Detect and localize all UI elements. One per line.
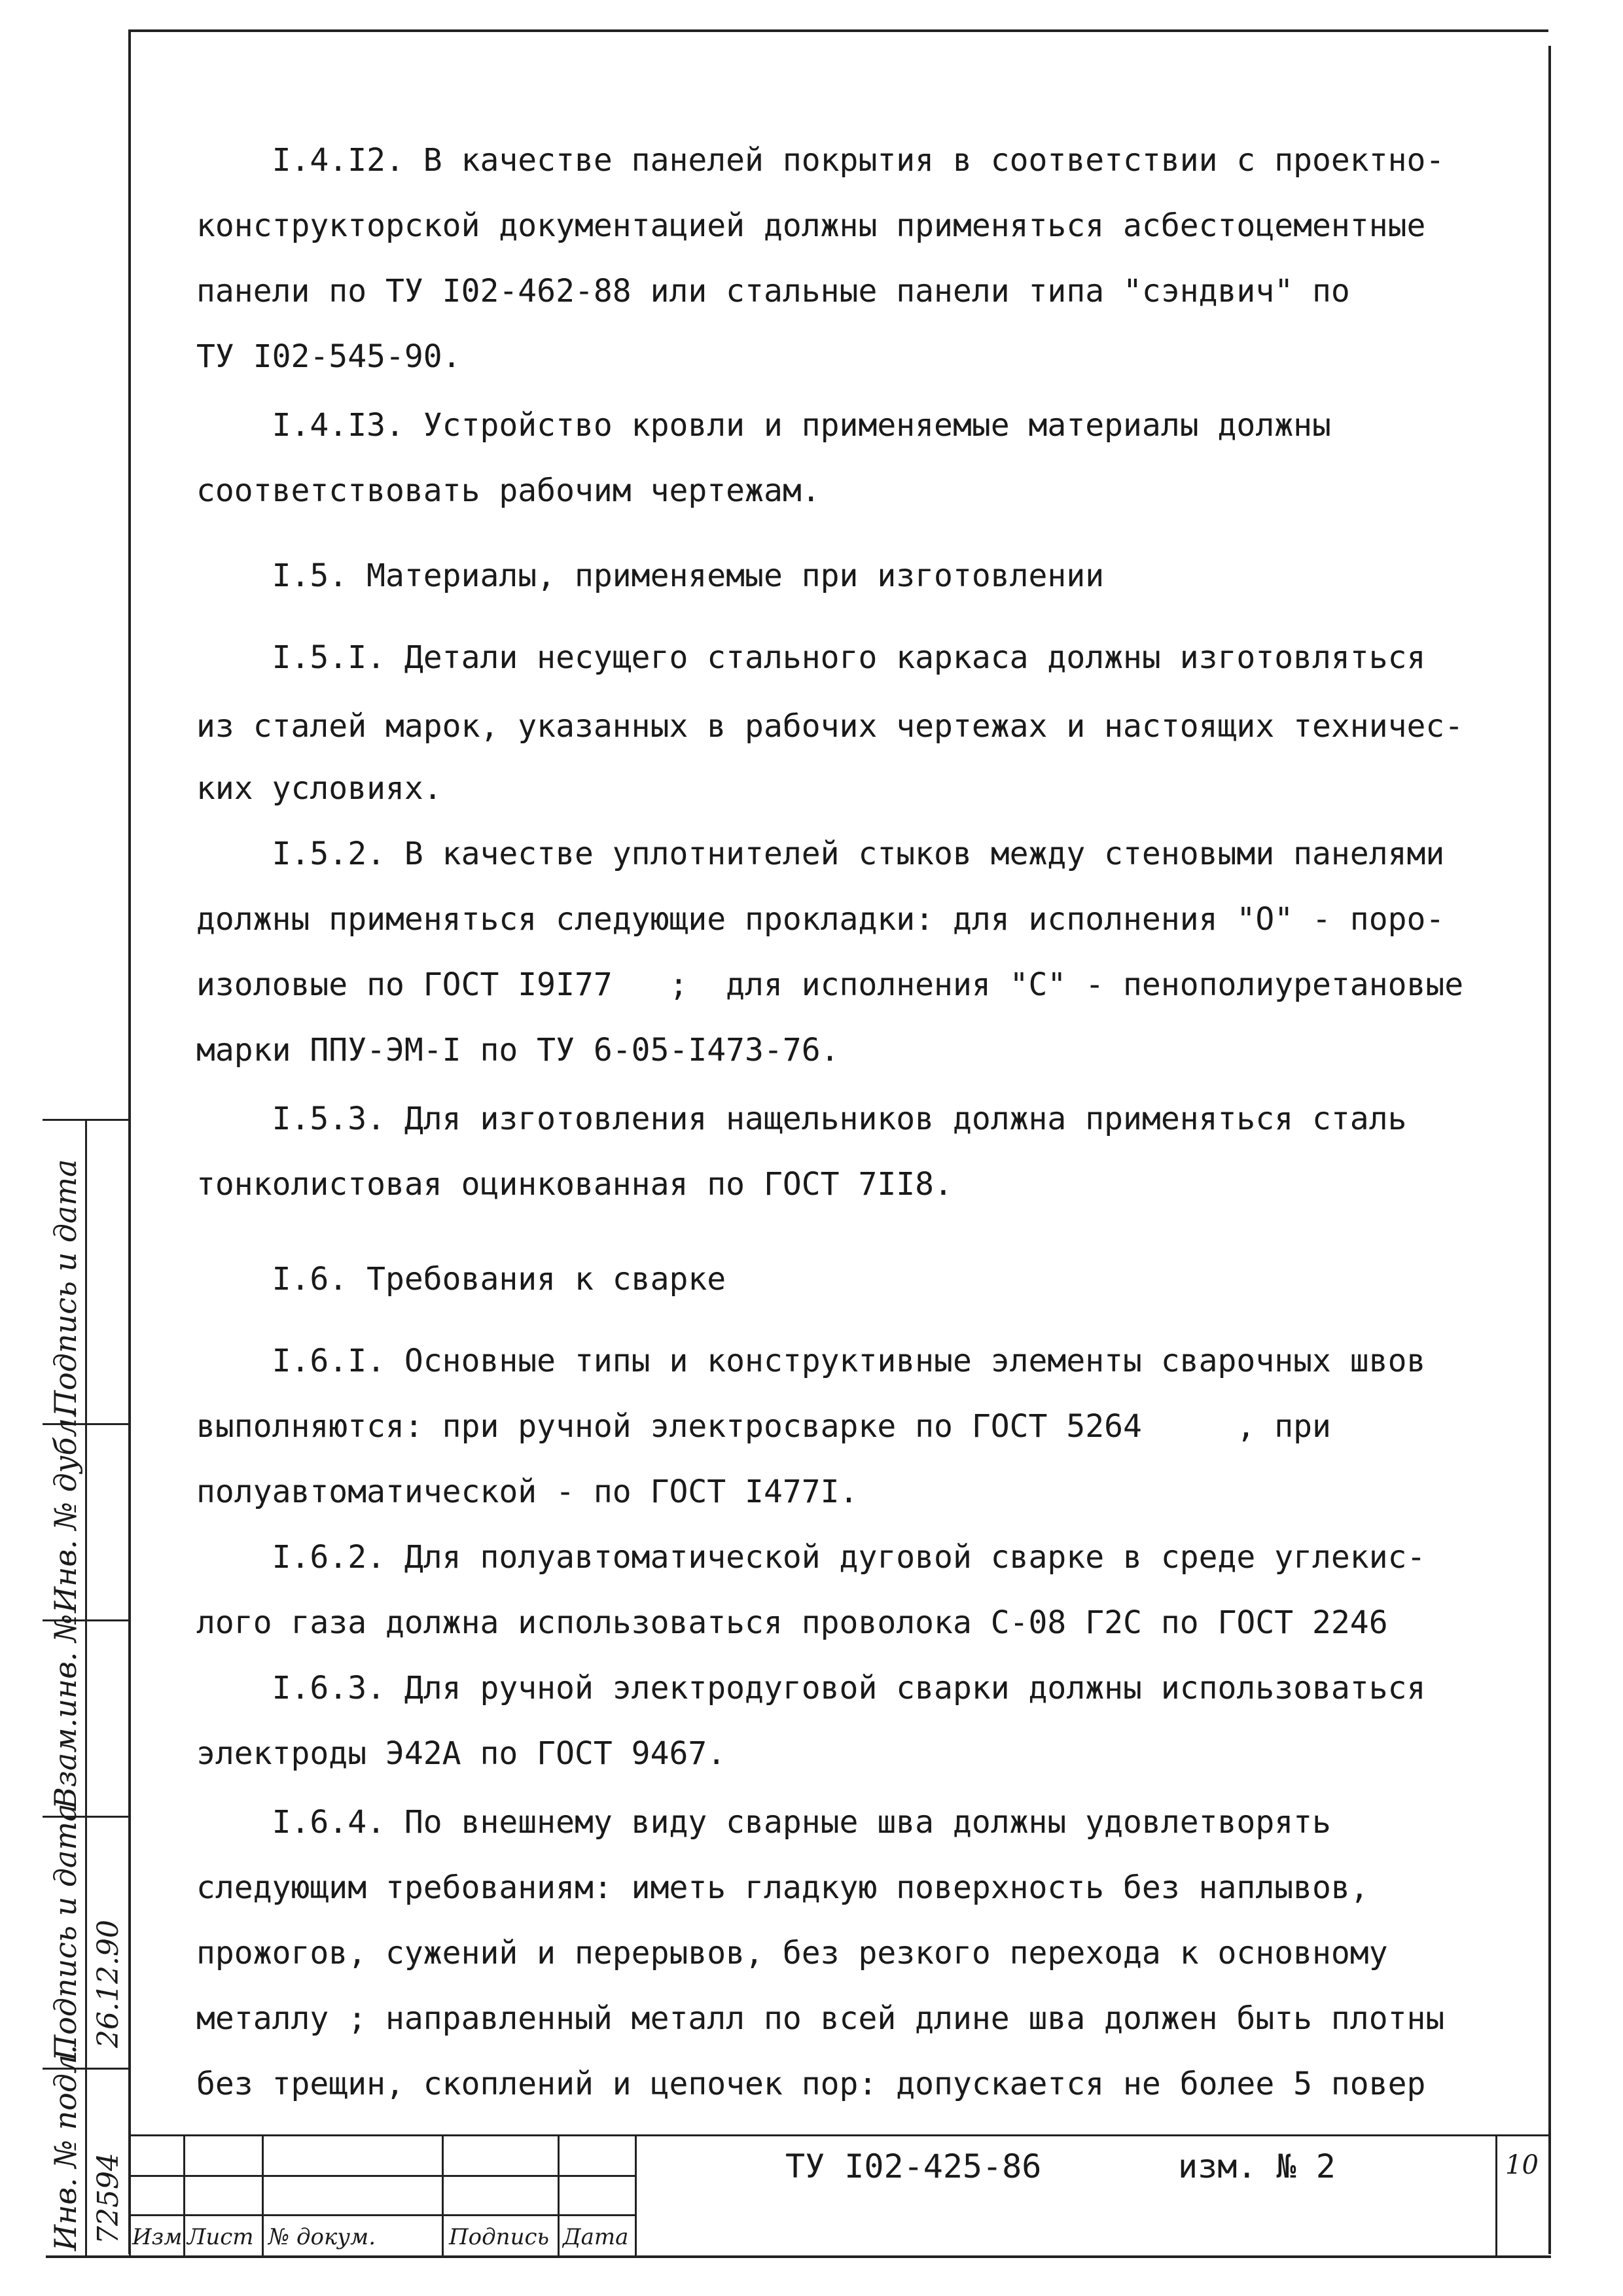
section-heading: I.5. Материалы, применяемые при изготовлении <box>196 557 1105 594</box>
sheet-number: 10 <box>1505 2150 1539 2180</box>
stamp-value-date: 26.12.90 <box>92 1920 125 2048</box>
text-line: тонколистовая оцинкованная по ГОСТ 7II8. <box>196 1166 953 1203</box>
text-line: I.6.4. По внешнему виду сварные шва должны удовлетворять <box>196 1804 1331 1841</box>
title-block-top-line <box>131 2134 1548 2136</box>
text-line: I.5.3. Для изготовления нащельников должна применяться сталь <box>196 1101 1407 1137</box>
text-line: прожогов, сужений и перерывов, без резкого перехода к основному <box>196 1935 1388 1971</box>
text-line: I.4.I2. В качестве панелей покрытия в соответствии с проектно- <box>196 142 1445 179</box>
text-line: без трещин, скоплений и цепочек пор: допускается не более 5 повер <box>196 2066 1426 2102</box>
text-line: I.6.2. Для полуавтоматической дуговой сварке в среде углекис- <box>196 1539 1426 1576</box>
text-line: I.4.I3. Устройство кровли и применяемые материалы должны <box>196 407 1331 444</box>
text-line: должны применяться следующие прокладки: для исполнения "О" - поро- <box>196 901 1445 938</box>
title-block-col-line <box>183 2134 185 2255</box>
frame-bottom-border <box>46 2255 1551 2258</box>
text-line: следующим требованиям: иметь гладкую поверхность без наплывов, <box>196 1869 1369 1906</box>
text-line: ТУ I02-545-90. <box>196 338 461 375</box>
stamp-label-duplicate-inventory: Инв. № дубл. <box>48 1408 83 1613</box>
text-line: электроды Э42А по ГОСТ 9467. <box>196 1735 726 1772</box>
stamp-label-original-inventory: Инв. № подл. <box>48 2045 83 2251</box>
title-block <box>131 2134 1548 2255</box>
text-line: изоловые по ГОСТ I9I77 ; для исполнения "С" - пенополиуретановые <box>196 966 1464 1003</box>
text-line: конструкторской документацией должны применяться асбестоцементные <box>196 207 1426 244</box>
text-line: ких условиях. <box>196 770 442 807</box>
title-block-col-line <box>442 2134 444 2255</box>
text-line: панели по ТУ I02-462-88 или стальные панели типа "сэндвич" по <box>196 273 1350 309</box>
stamp-label-signature-date: Подпись и дата <box>48 1803 83 2061</box>
text-line: лого газа должна использоваться проволока С-08 Г2С по ГОСТ 2246 <box>196 1604 1388 1641</box>
frame-top-border <box>128 29 1548 32</box>
text-line: марки ППУ-ЭМ-I по ТУ 6-05-I473-76. <box>196 1032 840 1069</box>
title-block-col-line <box>262 2134 264 2255</box>
stamp-label-signature-date: Подпись и дата <box>48 1159 83 1417</box>
column-label-sheet: Лист <box>187 2224 254 2250</box>
side-stamp-column-divider <box>85 1119 87 2257</box>
title-block-sheet-divider <box>1495 2134 1497 2255</box>
stamp-label-replacement-inventory: Взам.инв. № <box>48 1614 83 1809</box>
text-line: полуавтоматической - по ГОСТ I477I. <box>196 1474 859 1510</box>
text-line: металлу ; направленный металл по всей длине шва должен быть плотны <box>196 2000 1445 2037</box>
revision-note: изм. № 2 <box>1178 2147 1336 2185</box>
side-stamp <box>43 1119 131 2257</box>
frame-right-border <box>1548 46 1551 2254</box>
column-label-document-number: № докум. <box>268 2224 376 2250</box>
title-block-col-line <box>635 2134 637 2255</box>
column-label-revision: Изм <box>132 2224 183 2250</box>
section-heading: I.6. Требования к сварке <box>196 1261 726 1298</box>
document-code: ТУ I02-425-86 <box>785 2147 1042 2185</box>
column-label-signature: Подпись <box>449 2224 550 2250</box>
text-line: из сталей марок, указанных в рабочих чертежах и настоящих техничес- <box>196 708 1464 745</box>
text-line: I.6.I. Основные типы и конструктивные элементы сварочных швов <box>196 1343 1426 1379</box>
text-line: выполняются: при ручной электросварке по ГОСТ 5264 , при <box>196 1408 1331 1445</box>
title-block-col-line <box>558 2134 560 2255</box>
text-line: I.5.I. Детали несущего стального каркаса должны изготовляться <box>196 639 1426 676</box>
stamp-value-inventory-number: 72594 <box>92 2153 125 2244</box>
column-label-date: Дата <box>563 2224 629 2250</box>
text-line: I.6.3. Для ручной электродуговой сварки должны использоваться <box>196 1670 1426 1706</box>
text-line: соответствовать рабочим чертежам. <box>196 472 821 509</box>
text-line: I.5.2. В качестве уплотнителей стыков между стеновыми панелями <box>196 836 1445 872</box>
